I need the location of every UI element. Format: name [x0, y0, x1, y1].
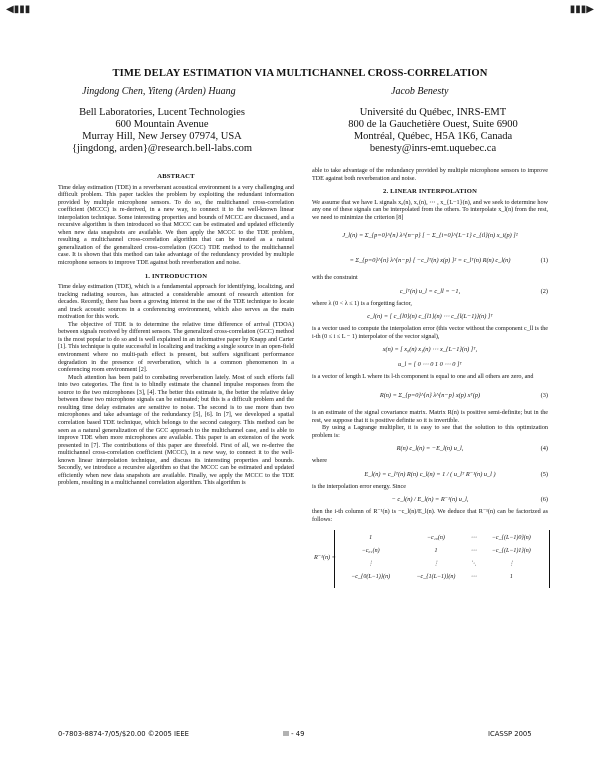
equation-2 [312, 286, 548, 298]
intro-paragraph-2: The objective of TDE is to determine the relative time difference of arrival (TDOA) between signals received by different sensors. The generalized cross-correlation (GCC) method is the most popular to do so and is well explained in an informative paper by Knapp and Carter [1]. This technique is quite successful in localizing and tracking a single source in an open-field environment where no multi-path effect is present, but suffers significant performance degradation in the presence of reverberation, which is a common phenomenon in a conferencing room environment [2]. [58, 321, 294, 374]
li-paragraph-7: then the i-th column of R⁻¹(n) is −c_l(n)/E_l(n). We deduce that R⁻¹(n) can be factorized as follows: [312, 509, 548, 523]
matrix-cell: −c_{0(L−1)}(n) [351, 574, 391, 581]
footer-copyright: 0-7803-8874-7/05/$20.00 ©2005 IEEE [58, 730, 189, 738]
matrix-cell: −c_{(L−1)0}(n) [491, 535, 531, 542]
equation-5 [312, 469, 548, 481]
equation-6-body: − c_l(n) / E_l(n) = R⁻¹(n) u_l, [391, 496, 469, 504]
authors-right: Jacob Benesty [391, 86, 449, 97]
affiliation-line: Bell Laboratories, Lucent Technologies [79, 107, 245, 118]
matrix-cell: ⋮ [367, 561, 374, 568]
matrix-cell: −c_{(L−1)1}(n) [491, 548, 531, 555]
matrix-cell: ⋯ [470, 535, 477, 542]
forgetting-factor-text: where λ (0 < λ ≤ 1) is a forgetting factor, [312, 300, 412, 307]
equation-u-body: u_l = [ 0 ⋯ 0 1 0 ⋯ 0 ]ᵀ [398, 361, 462, 369]
continued-text: able to take advantage of the redundancy provided by multiple microphone sensors to improve TDE against both reverberation and noise. [312, 168, 548, 182]
affiliation-line: 800 de la Gauchetière Ouest, Suite 6900 [348, 119, 518, 130]
equation-number: (3) [540, 392, 548, 400]
affiliation-line: Murray Hill, New Jersey 07974, USA [82, 131, 242, 142]
equation-3 [312, 385, 548, 407]
affiliation-left [42, 107, 282, 155]
li-paragraph-2: is a vector used to compute the interpolation error (this vector without the component c_ll is the i-th (0 ≤ i ≤ L − 1) interpolator of the vector signal), [312, 326, 548, 340]
li-paragraph-3: is a vector of length L where its l-th component is equal to one and all others are zero, and [312, 374, 534, 381]
li-paragraph-1: We assume that we have L signals x₀(n), x₁(n), ⋯ , x_{L−1}(n), and we seek to determine how any one of these signals can be interpolated from the others. To interpolate x_l(n) from the rest, we need to minimize the criterion [8] [312, 199, 548, 221]
intro-paragraph-1: Time delay estimation (TDE), which is a fundamental approach for identifying, localizing, and tracking radiating sources, has attracted a considerable amount of research attention for decades. Recently, there has been a growing interest in the use of the TDE technique to locate and track acoustic sources in a conferencing environment, which also serves as the main motivation for this work. [58, 284, 294, 321]
footer-venue: ICASSP 2005 [488, 730, 532, 738]
equation-1-b: = Σ_{p=0}^{n} λ^{n−p} [ −c_lᵀ(n) x(p) ]² = c_lᵀ(n) R(n) c_l(n) [349, 257, 511, 265]
where-text: where [312, 458, 328, 465]
equation-u-vector [312, 359, 548, 371]
matrix-cell: −c₁₀(n) [427, 535, 445, 542]
affiliation-line: 600 Mountain Avenue [115, 119, 209, 130]
equation-1-a: J_l(n) = Σ_{p=0}^{n} λ^{n−p} [ − Σ_{i=0}^{L−1} c_{il}(n) x_i(p) ]² [342, 232, 518, 240]
matrix-cell: ⋱ [470, 561, 477, 568]
matrix-row [338, 571, 544, 584]
matrix-lhs: R⁻¹(n) = [314, 554, 336, 562]
equation-number: (1) [540, 257, 548, 265]
equation-number: (4) [540, 445, 548, 453]
matrix-cell: 1 [369, 535, 373, 542]
matrix-cell: ⋮ [432, 561, 439, 568]
matrix-cell: ⋯ [470, 574, 477, 581]
equation-x-body: x(n) = [ x₀(n) x₁(n) ⋯ x_{L−1}(n) ]ᵀ, [382, 346, 478, 354]
equation-number: (2) [540, 287, 548, 295]
equation-6 [312, 494, 548, 506]
affiliation-line: Montréal, Québec, H5A 1K6, Canada [353, 131, 513, 142]
li-paragraph-5: By using a Lagrange multiplier, it is easy to see that the solution to this optimization problem is: [312, 425, 548, 439]
li-paragraph-6: is the interpolation error energy. Since [312, 483, 406, 490]
constraint-intro: with the constraint [312, 275, 358, 282]
affiliation-email: benesty@inrs-emt.uquebec.ca [369, 143, 497, 154]
abstract-heading: ABSTRACT [157, 173, 195, 180]
matrix-row [338, 532, 544, 545]
intro-paragraph-3: Much attention has been paid to combating reverberation lately. Most of such efforts fall into two categories. The first is to blindly estimate the channel impulse responses from the source to the two microphones [3], [4]. The better this estimate is, the better the relative delay between these two microphone signals can be estimated; but this is a difficult problem and the resulting time delay estimates are sensitive to noise. The second is to use more than two microphones and take advantage of the redundancy [5], [6]. In [7], we developed a spatial correlation based TDE technique, which belongs to the second category. This method can be seen as a natural generalization of the GCC approach to the multichannel case, and is able to improve TDE when more microphones are available. This paper is an extension of the work presented in [7]. The contributions of this paper are threefold. First of all, we re-derive the multichannel cross-correlation coefficient (MCCC), in a new way, to connect it to the well-known linear interpolation technique, and discuss its interesting properties and bounds. Secondly, we introduce a recursive algorithm so that the MCCC can be estimated and updated efficiently when new data snapshots are available. Finally, we apply the MCCC to the TDE problem, resulting in a multichannel correlation algorithm. This algorithm is [58, 374, 294, 487]
equation-5-body: E_l(n) = c_lᵀ(n) R(n) c_l(n) = 1 / ( u_lᵀ R⁻¹(n) u_l ) [364, 470, 496, 478]
equation-1-line-2 [312, 250, 548, 272]
matrix-cell: ⋮ [508, 561, 515, 568]
equation-number: (6) [540, 496, 548, 504]
paper-title: TIME DELAY ESTIMATION VIA MULTICHANNEL CROSS-CORRELATION [112, 68, 488, 79]
inverse-matrix [312, 528, 548, 590]
introduction-heading: 1. INTRODUCTION [144, 272, 208, 280]
matrix-table [338, 532, 544, 584]
next-page-button[interactable]: ▮▮▮▶ [569, 4, 594, 15]
abstract-text: Time delay estimation (TDE) in a reverberant acoustical environment is a very challenging and difficult problem. This paper tackles the problem by exploiting the redundant information provided by multiple microphone sensors. To do so, the multichannel cross-correlation coefficient (MCCC) is re-derived, in a new way, to connect it to the well-known linear interpolation technique. Some interesting properties and bounds of MCCC are discussed, and a recursive algorithm is then introduced so that MCCC can be estimated and updated efficiently when new data snapshots are available. We then apply the MCCC to the TDE problem, resulting a multichannel cross-correlation algorithm that can be treated as a natural generalization of the generalized cross-correlation (GCC) TDE method to the multichannel case. It is shown that this method can take advantage of the redundancy provided by multiple microphone sensors to improve TDE against both reverberation and noise. [58, 184, 294, 267]
matrix-cell: 1 [434, 548, 438, 555]
left-column [58, 168, 294, 488]
matrix-row [338, 558, 544, 571]
equation-c-body: c_l(n) = [ c_{l0}(n) c_{l1}(n) ⋯ c_{l(L−1)}(n) ]ᵀ [367, 313, 493, 321]
equation-c-vector [312, 311, 548, 323]
right-column [312, 168, 548, 594]
equation-4-body: R(n) c_l(n) = −E_l(n) u_l, [396, 445, 464, 453]
matrix-row [338, 545, 544, 558]
linear-interpolation-heading: 2. LINEAR INTERPOLATION [382, 188, 478, 196]
equation-2-body: c_lᵀ(n) u_l = c_ll = −1, [399, 287, 461, 295]
matrix-cell: −c₀₁(n) [361, 548, 380, 555]
affiliation-line: Université du Québec, INRS-EMT [359, 107, 507, 118]
affiliation-email: {jingdong, arden}@research.bell-labs.com [71, 143, 253, 154]
affiliation-right [308, 107, 558, 155]
equation-1-line-1 [312, 225, 548, 247]
matrix-cell: ⋯ [470, 548, 477, 555]
equation-number: (5) [540, 470, 548, 478]
equation-x-vector [312, 344, 548, 356]
previous-page-button[interactable]: ◀▮▮▮ [6, 4, 31, 15]
equation-3-body: R(n) = Σ_{p=0}^{n} λ^{n−p} x(p) xᵀ(p) [379, 392, 481, 400]
footer-page-number: III - 49 [283, 730, 305, 738]
li-paragraph-4: is an estimate of the signal covariance matrix. Matrix R(n) is positive semi-definite; but in the rest, we suppose that it is positive definite so it is invertible. [312, 410, 548, 424]
equation-4 [312, 443, 548, 455]
authors-left: Jingdong Chen, Yiteng (Arden) Huang [82, 86, 236, 97]
matrix-cell: −c_{1(L−1)}(n) [416, 574, 456, 581]
matrix-cell: 1 [509, 574, 513, 581]
